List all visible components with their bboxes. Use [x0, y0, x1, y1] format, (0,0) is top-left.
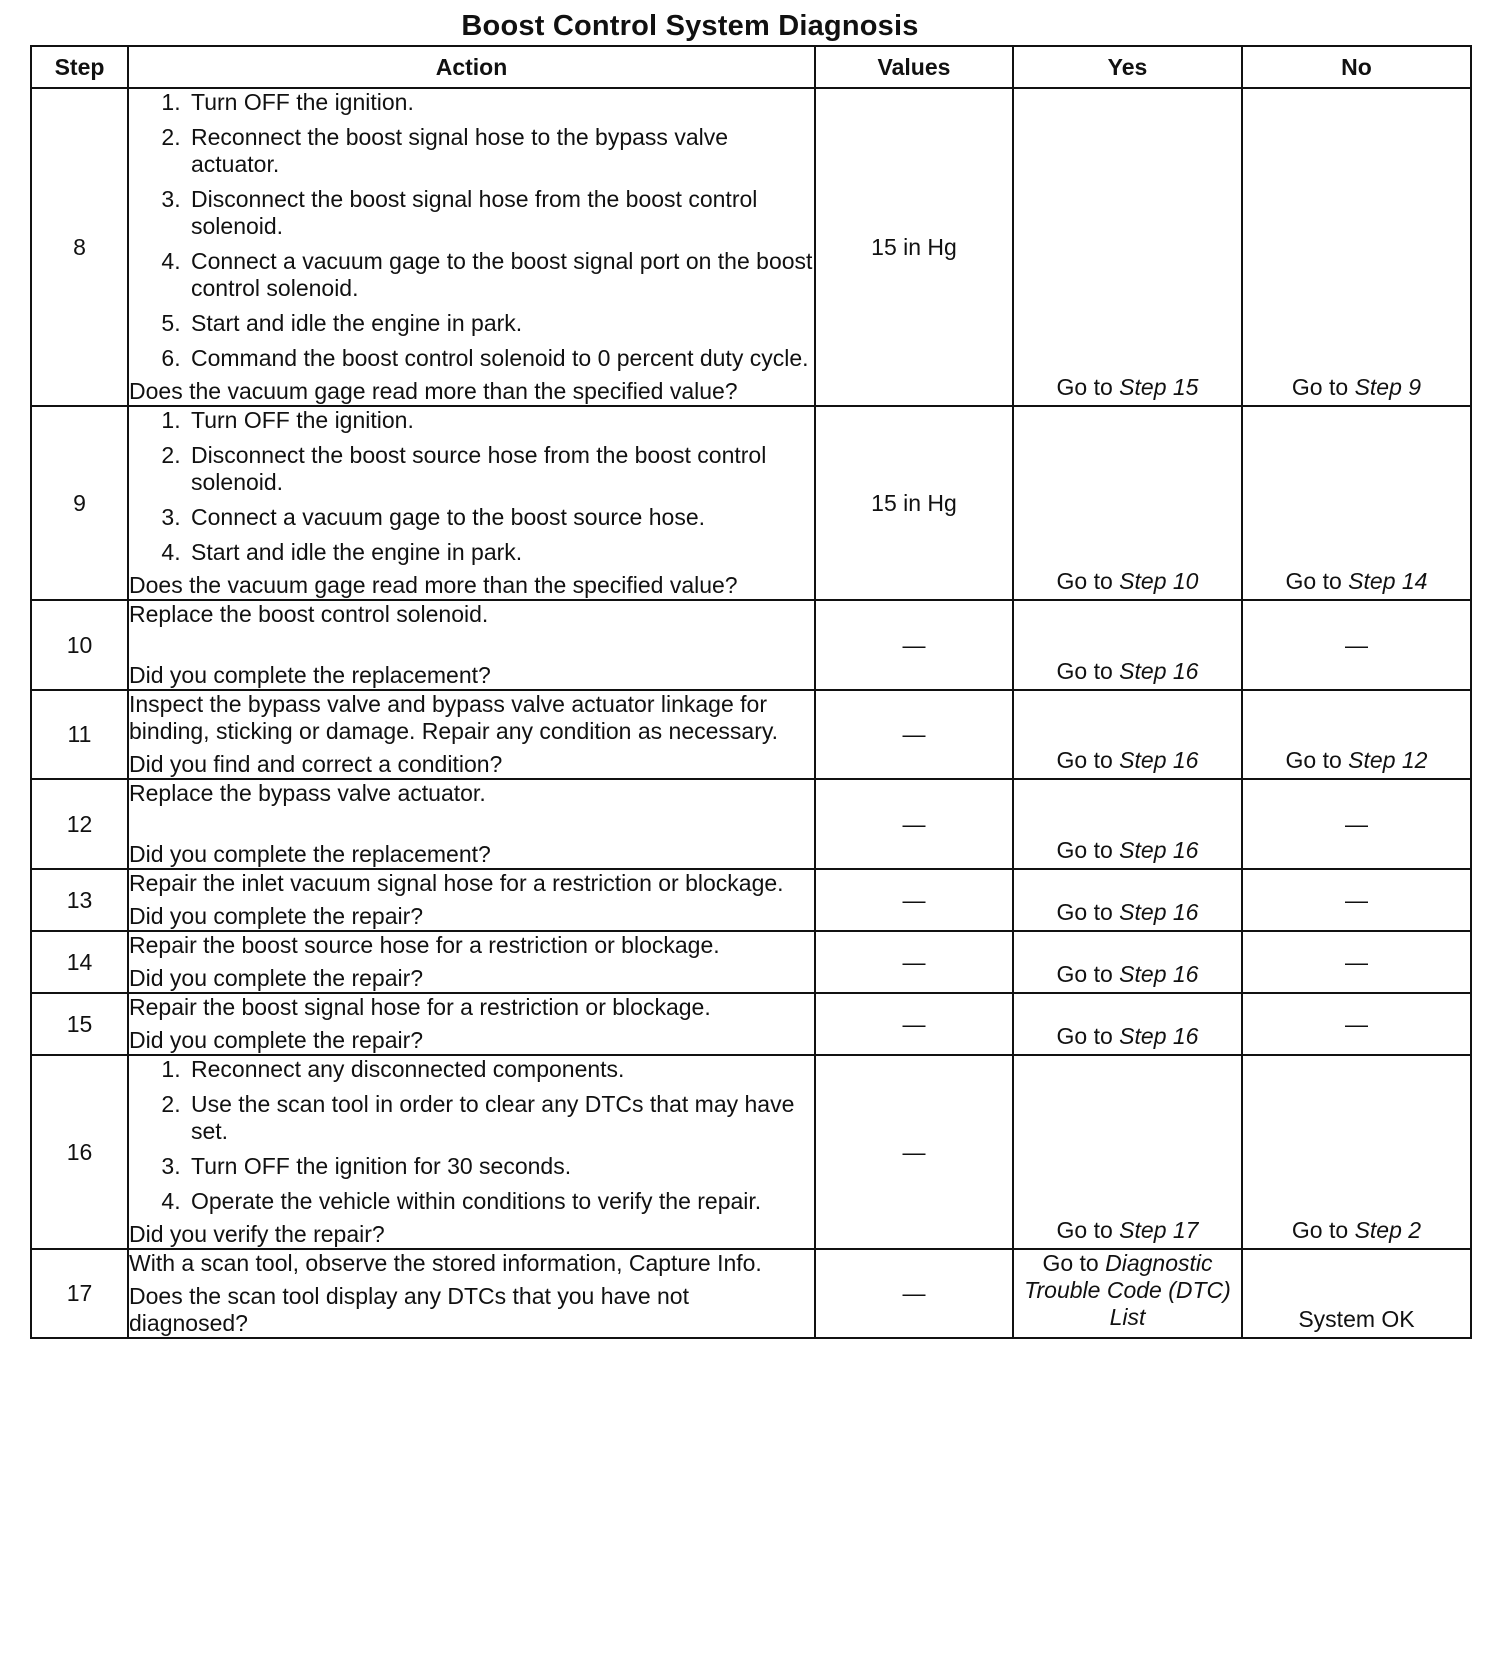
step-ref: Step 16: [1119, 1023, 1199, 1049]
step-ref: Step 12: [1348, 747, 1428, 773]
action-steps: [129, 89, 814, 372]
step-ref: Step 16: [1119, 837, 1199, 863]
step-ref: Step 15: [1119, 374, 1199, 400]
diagnosis-table: [30, 45, 1472, 1339]
action-step: 1. Reconnect any disconnected components.: [187, 1056, 814, 1083]
value-cell: —: [815, 993, 1013, 1055]
goto-prefix: Go to: [1056, 568, 1120, 594]
table-header-row: [31, 46, 1471, 88]
action-question: Did you complete the replacement?: [129, 662, 491, 688]
action-text: Inspect the bypass valve and bypass valve actuator linkage for binding, sticking or damage. Repair any condition as necessary.: [129, 691, 779, 744]
table-row: [31, 993, 1471, 1055]
value-cell: 15 in Hg: [815, 406, 1013, 600]
goto-prefix: Go to: [1056, 747, 1120, 773]
action-text: Repair the boost signal hose for a restriction or blockage.: [129, 994, 711, 1020]
value-cell: —: [815, 1249, 1013, 1338]
goto-prefix: Go to: [1056, 374, 1120, 400]
yes-cell: [1013, 88, 1242, 406]
step-number: 15: [31, 993, 128, 1055]
yes-cell: [1013, 779, 1242, 869]
yes-cell: [1013, 993, 1242, 1055]
step-number: 14: [31, 931, 128, 993]
action-step: 1. Turn OFF the ignition.: [187, 407, 814, 434]
step-number: 16: [31, 1055, 128, 1249]
no-cell: [1242, 88, 1471, 406]
step-number: 11: [31, 690, 128, 779]
value-cell: —: [815, 600, 1013, 690]
no-cell: —: [1242, 993, 1471, 1055]
action-step: 3. Disconnect the boost signal hose from the boost control solenoid.: [187, 186, 814, 240]
action-step: 1. Turn OFF the ignition.: [187, 89, 814, 116]
step-number: 12: [31, 779, 128, 869]
action-cell: [128, 406, 815, 600]
action-text: Repair the boost source hose for a restriction or blockage.: [129, 932, 720, 958]
no-cell: System OK: [1242, 1249, 1471, 1338]
value-cell: —: [815, 931, 1013, 993]
action-text: With a scan tool, observe the stored information, Capture Info.: [129, 1250, 762, 1276]
goto-prefix: Go to: [1056, 658, 1120, 684]
action-question: Did you complete the repair?: [129, 965, 424, 991]
value-cell: —: [815, 690, 1013, 779]
header-values: Values: [815, 46, 1013, 88]
yes-cell: [1013, 931, 1242, 993]
goto-prefix: Go to: [1042, 1250, 1106, 1276]
dtc-list-ref: Diagnostic Trouble Code (DTC) List: [1024, 1250, 1231, 1330]
table-row: [31, 406, 1471, 600]
value-cell: 15 in Hg: [815, 88, 1013, 406]
value-cell: —: [815, 779, 1013, 869]
step-ref: Step 16: [1119, 658, 1199, 684]
no-cell: —: [1242, 600, 1471, 690]
action-question: Does the vacuum gage read more than the specified value?: [129, 378, 738, 404]
goto-prefix: Go to: [1056, 961, 1120, 987]
step-number: 8: [31, 88, 128, 406]
action-question: Does the vacuum gage read more than the specified value?: [129, 572, 738, 598]
step-number: 9: [31, 406, 128, 600]
action-question: Does the scan tool display any DTCs that you have not diagnosed?: [129, 1283, 689, 1336]
header-step: Step: [31, 46, 128, 88]
step-ref: Step 10: [1119, 568, 1199, 594]
action-cell: [128, 1055, 815, 1249]
action-question: Did you complete the repair?: [129, 903, 424, 929]
table-row: [31, 88, 1471, 406]
table-row: [31, 690, 1471, 779]
action-step: 3. Connect a vacuum gage to the boost source hose.: [187, 504, 814, 531]
table-row: [31, 931, 1471, 993]
goto-prefix: Go to: [1291, 1217, 1355, 1243]
action-steps: [129, 407, 814, 566]
step-number: 17: [31, 1249, 128, 1338]
action-cell: [128, 993, 815, 1055]
step-ref: Step 2: [1354, 1217, 1422, 1243]
action-text: Replace the bypass valve actuator.: [129, 780, 486, 806]
table-row: [31, 600, 1471, 690]
action-question: Did you verify the repair?: [129, 1221, 385, 1247]
no-cell: —: [1242, 931, 1471, 993]
step-ref: Step 17: [1119, 1217, 1199, 1243]
no-cell: [1242, 406, 1471, 600]
table-row: [31, 1249, 1471, 1338]
action-cell: [128, 1249, 815, 1338]
goto-prefix: Go to: [1056, 837, 1120, 863]
table-row: [31, 1055, 1471, 1249]
action-question: Did you complete the repair?: [129, 1027, 424, 1053]
goto-prefix: Go to: [1056, 1217, 1120, 1243]
table-row: [31, 869, 1471, 931]
table-row: [31, 779, 1471, 869]
action-step: 2. Reconnect the boost signal hose to the bypass valve actuator.: [187, 124, 814, 178]
action-text: Repair the inlet vacuum signal hose for a restriction or blockage.: [129, 870, 784, 896]
action-step: 3. Turn OFF the ignition for 30 seconds.: [187, 1153, 814, 1180]
goto-prefix: Go to: [1056, 899, 1120, 925]
action-step: 2. Use the scan tool in order to clear any DTCs that may have set.: [187, 1091, 814, 1145]
step-number: 10: [31, 600, 128, 690]
no-cell: [1242, 1055, 1471, 1249]
action-steps: [129, 1056, 814, 1215]
action-cell: [128, 600, 815, 690]
action-cell: [128, 690, 815, 779]
yes-cell: [1013, 1055, 1242, 1249]
action-step: 4. Connect a vacuum gage to the boost signal port on the boost control solenoid.: [187, 248, 814, 302]
yes-cell: [1013, 690, 1242, 779]
action-question: Did you complete the replacement?: [129, 841, 491, 867]
step-ref: Step 9: [1354, 374, 1422, 400]
no-cell: —: [1242, 779, 1471, 869]
action-step: 5. Start and idle the engine in park.: [187, 310, 814, 337]
action-cell: [128, 88, 815, 406]
header-no: No: [1242, 46, 1471, 88]
value-cell: —: [815, 1055, 1013, 1249]
no-cell: [1242, 690, 1471, 779]
step-ref: Step 16: [1119, 961, 1199, 987]
yes-cell: [1013, 600, 1242, 690]
header-action: Action: [128, 46, 815, 88]
goto-prefix: Go to: [1291, 374, 1355, 400]
step-ref: Step 16: [1119, 899, 1199, 925]
action-step: 6. Command the boost control solenoid to 0 percent duty cycle.: [187, 345, 814, 372]
action-cell: [128, 779, 815, 869]
yes-cell: [1013, 406, 1242, 600]
step-ref: Step 14: [1348, 568, 1428, 594]
action-step: 4. Start and idle the engine in park.: [187, 539, 814, 566]
goto-prefix: Go to: [1285, 568, 1349, 594]
goto-prefix: Go to: [1285, 747, 1349, 773]
step-number: 13: [31, 869, 128, 931]
no-cell: —: [1242, 869, 1471, 931]
header-yes: Yes: [1013, 46, 1242, 88]
action-step: 4. Operate the vehicle within conditions to verify the repair.: [187, 1188, 814, 1215]
action-text: Replace the boost control solenoid.: [129, 601, 489, 627]
action-cell: [128, 931, 815, 993]
yes-cell: [1013, 1249, 1242, 1338]
spacer: [129, 634, 814, 660]
goto-prefix: Go to: [1056, 1023, 1120, 1049]
action-cell: [128, 869, 815, 931]
page-title: Boost Control System Diagnosis: [461, 10, 919, 42]
step-ref: Step 16: [1119, 747, 1199, 773]
value-cell: —: [815, 869, 1013, 931]
action-question: Did you find and correct a condition?: [129, 751, 503, 777]
action-step: 2. Disconnect the boost source hose from the boost control solenoid.: [187, 442, 814, 496]
spacer: [129, 813, 814, 839]
yes-cell: [1013, 869, 1242, 931]
